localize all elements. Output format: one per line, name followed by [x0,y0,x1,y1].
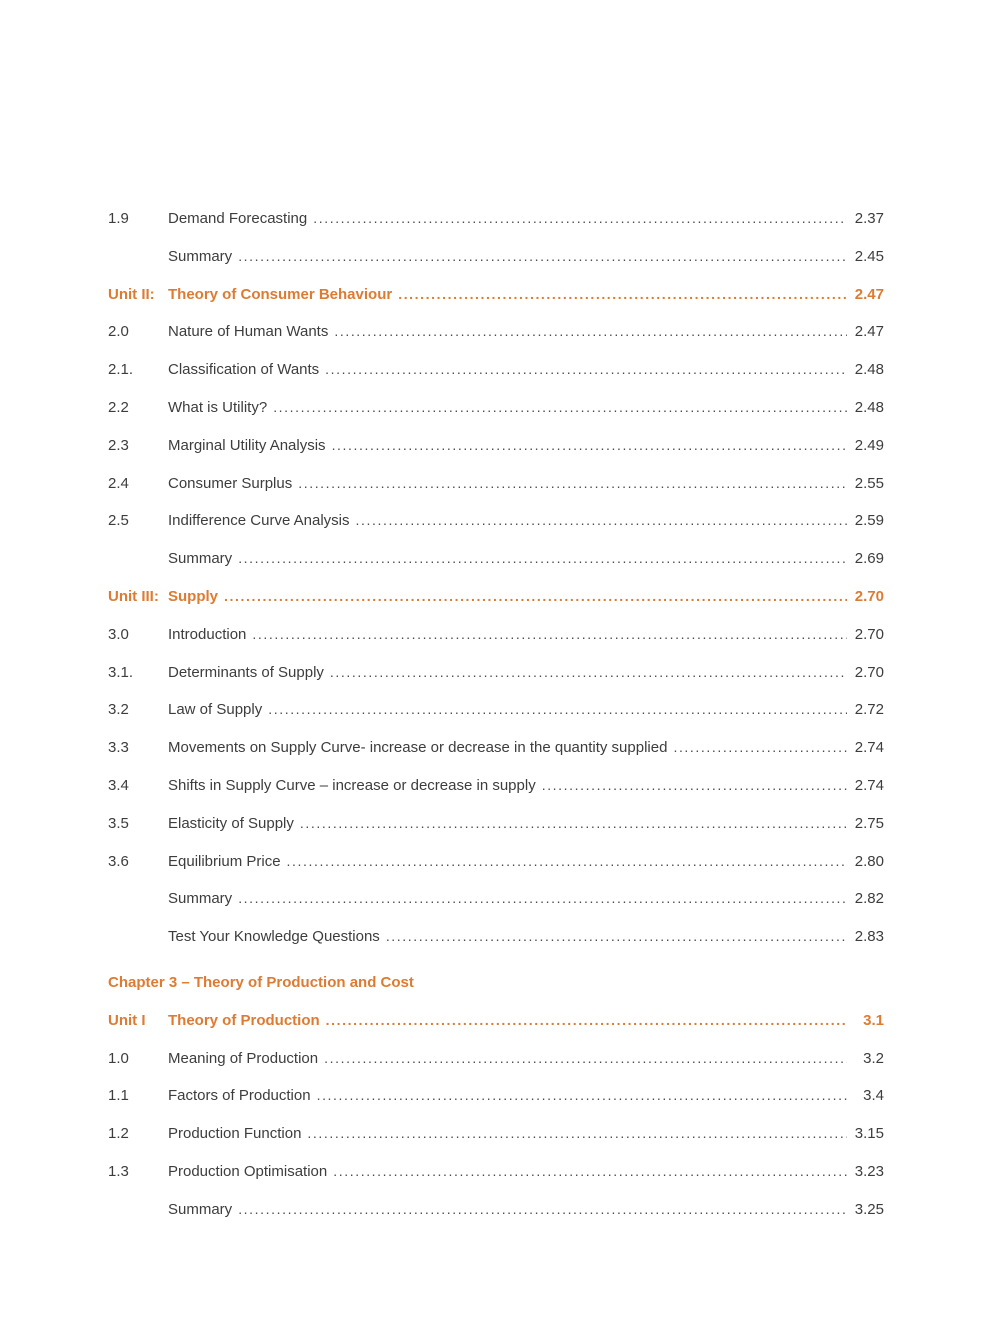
toc-entry [108,1115,884,1153]
toc-entry [108,767,884,805]
toc-entry [108,578,884,616]
dot-leader [273,389,847,427]
toc-entry-page: 2.48 [854,361,884,379]
dot-leader [300,805,847,843]
toc-entry-number: 2.5 [108,512,129,530]
toc-entry-title: Elasticity of Supply [168,814,294,832]
dot-leader [238,540,847,578]
toc-entry-title: Consumer Surplus [168,474,293,492]
toc-entry [108,1077,884,1115]
toc-entry-title: Classification of Wants [168,361,320,379]
toc-entry-number: 3.6 [108,852,129,870]
toc-entry-title: Shifts in Supply Curve – increase or decrease in supply [168,776,536,794]
toc-entry-page: 3.4 [863,1087,884,1105]
toc-entry [108,389,884,427]
toc-entry-page: 2.70 [854,663,884,681]
toc-entry-number: 3.1. [108,663,134,681]
dot-leader [332,427,847,465]
dot-leader [330,654,847,692]
toc-entry-title: Movements on Supply Curve- increase or decrease in the quantity supplied [168,739,668,757]
toc-entry [108,918,884,956]
dot-leader [317,1077,847,1115]
toc-entry [108,729,884,767]
toc-entry [108,805,884,843]
toc-entry-title: Production Optimisation [168,1162,328,1180]
toc-entry-title: Introduction [168,625,247,643]
toc-entry-number: 2.2 [108,398,129,416]
toc-entry-number: Unit I [108,1011,146,1029]
toc-entry [108,691,884,729]
dot-leader [324,1040,847,1078]
toc-entry-title: Meaning of Production [168,1049,319,1067]
toc-entry-number: 1.9 [108,210,129,227]
toc-entry-title: Summary [168,247,233,265]
toc-entry-page: 2.72 [854,701,884,719]
toc-entry-number: 3.3 [108,739,129,757]
dot-leader [325,351,847,389]
toc-entry-page: 2.82 [854,890,884,908]
toc-entry-number: 2.3 [108,436,129,454]
toc-entry-title: Indifference Curve Analysis [168,512,350,530]
toc-entry-number: 2.1. [108,361,134,379]
toc-entry-page: 3.15 [854,1125,884,1143]
dot-leader [673,729,847,767]
toc-entry [108,1153,884,1191]
toc-entry-number: 1.3 [108,1162,129,1180]
toc-entry-title: Equilibrium Price [168,852,281,870]
toc-entry [108,200,884,238]
dot-leader [313,200,847,238]
toc-entry [108,965,884,1002]
dot-leader [298,465,847,503]
toc-entry-title: Factors of Production [168,1087,311,1105]
toc-entry-page: 3.25 [854,1200,884,1218]
toc-entry-title: Production Function [168,1125,302,1143]
toc-entry-number: 3.5 [108,814,129,832]
toc-entry [108,616,884,654]
toc-entry-title: Demand Forecasting [168,210,308,227]
toc-entry-number: 2.0 [108,323,129,341]
toc-entry [108,843,884,881]
toc-entry-page: 2.69 [854,550,884,568]
dot-leader [334,313,847,351]
toc-entry-page: 2.49 [854,436,884,454]
toc-entry-page: 3.23 [854,1162,884,1180]
toc-entry-title: Law of Supply [168,701,263,719]
toc-entry-page: 2.47 [854,323,884,341]
toc-entry [108,465,884,503]
toc-entry-page: 2.70 [854,587,884,605]
toc-entry-number: 2.4 [108,474,129,492]
dot-leader [398,276,847,314]
dot-leader [326,1002,847,1040]
toc-entry [108,427,884,465]
dot-leader [238,238,847,276]
toc-entry [108,238,884,276]
toc-entry-page: 2.59 [854,512,884,530]
toc-entry-title: Theory of Production [168,1011,320,1029]
dot-leader [238,1191,847,1229]
toc-entry-number: 3.2 [108,701,129,719]
toc-entry-page: 2.47 [854,285,884,303]
toc-entry-number: Unit II: [108,285,155,303]
toc-entry-title: Supply [168,587,219,605]
dot-leader [238,880,847,918]
toc-entry [108,540,884,578]
toc-entry-title: Chapter 3 – Theory of Production and Cost [108,973,414,991]
dot-leader [224,578,847,616]
toc-entry-page: 2.48 [854,398,884,416]
toc-entry-title: Nature of Human Wants [168,323,329,341]
toc-entry-page: 2.75 [854,814,884,832]
toc-entry-title: Summary [168,550,233,568]
toc-entry [108,502,884,540]
toc-entry-page: 3.2 [863,1049,884,1067]
toc-entry-page: 2.74 [854,739,884,757]
dot-leader [386,918,847,956]
toc-entry-page: 2.70 [854,625,884,643]
toc-entry-page: 2.45 [854,247,884,265]
toc-entry-title: What is Utility? [168,398,268,416]
toc-entry [108,351,884,389]
dot-leader [307,1115,847,1153]
toc-entry-title: Theory of Consumer Behaviour [168,285,393,303]
toc-entry-title: Test Your Knowledge Questions [168,928,380,946]
dot-leader [333,1153,847,1191]
toc-entry-page: 2.37 [854,210,884,227]
toc-entry-title: Marginal Utility Analysis [168,436,326,454]
dot-leader [542,767,847,805]
toc-entry-number: 1.0 [108,1049,129,1067]
toc-entry-title: Determinants of Supply [168,663,324,681]
toc-entry-number: 1.2 [108,1125,129,1143]
toc-entry-title: Summary [168,890,233,908]
toc-entry-page: 2.55 [854,474,884,492]
toc-entry [108,654,884,692]
toc-entry-page: 2.83 [854,928,884,946]
toc-entry [108,313,884,351]
dot-leader [268,691,847,729]
toc-entry-title: Summary [168,1200,233,1218]
toc-entry-number: 3.0 [108,625,129,643]
toc-entry [108,276,884,314]
dot-leader [252,616,847,654]
toc-entry-page: 2.80 [854,852,884,870]
toc-entry-number: 3.4 [108,776,129,794]
dot-leader [356,502,848,540]
toc-entry-number: Unit III: [108,587,159,605]
toc-entry-page: 3.1 [863,1011,884,1029]
toc-entry [108,1002,884,1040]
toc-entry [108,1191,884,1229]
toc-entry [108,880,884,918]
dot-leader [287,843,847,881]
toc-entry-number: 1.1 [108,1087,129,1105]
toc-entry-page: 2.74 [854,776,884,794]
toc-entry [108,1040,884,1078]
